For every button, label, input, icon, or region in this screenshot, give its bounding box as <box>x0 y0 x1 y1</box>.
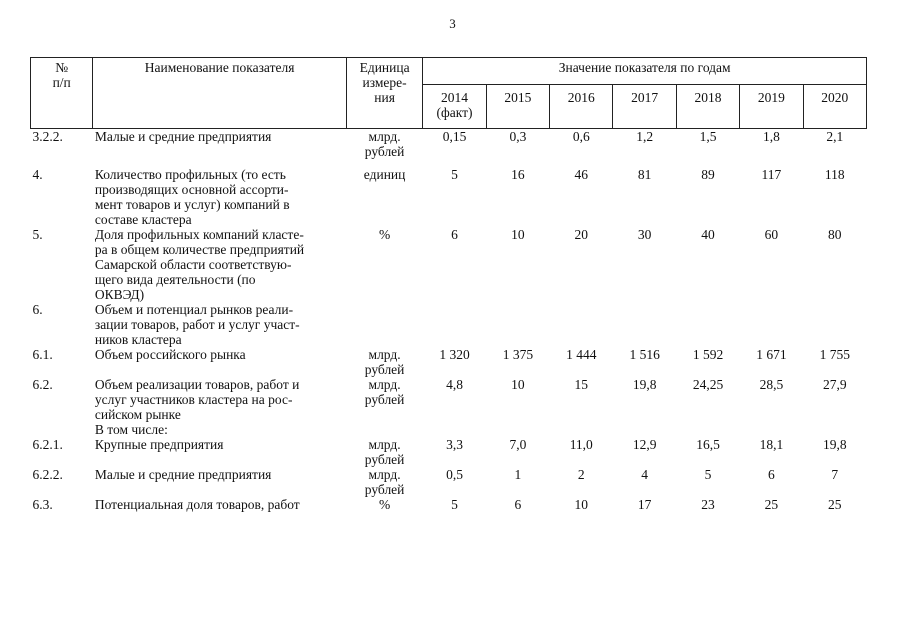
header-year-2016 <box>550 85 613 129</box>
row-name-line: зации товаров, работ и услуг участ- <box>94 317 300 332</box>
row-value-2019: 1,8 <box>762 129 780 144</box>
row-value-2020: 27,9 <box>822 377 847 392</box>
row-name-line: Объем реализации товаров, работ и <box>94 377 300 392</box>
row-value-2016: 10 <box>574 497 588 512</box>
header-year-label: 2014 <box>441 90 468 105</box>
row-unit <box>346 227 422 302</box>
header-year-label: 2016 <box>567 90 595 105</box>
row-value-2014 <box>423 302 486 347</box>
row-value-2014: 3,3 <box>446 437 463 452</box>
table-row <box>31 302 867 347</box>
row-unit <box>346 467 422 497</box>
row-number: 6.2.1. <box>32 437 63 452</box>
row-value-2020: 2,1 <box>826 129 844 144</box>
row-unit <box>346 167 422 227</box>
row-name-line: сийском рынке <box>94 407 181 422</box>
row-value-2019: 18,1 <box>759 437 784 452</box>
table-row <box>31 467 867 497</box>
row-name-line: Потенциальная доля товаров, работ <box>94 497 300 512</box>
row-name <box>93 302 347 347</box>
row-value-2019: 60 <box>764 227 779 242</box>
header-unit <box>346 58 422 129</box>
header-values <box>423 58 867 85</box>
row-value-2015: 10 <box>511 377 525 392</box>
row-name-line: ОКВЭД) <box>94 287 145 302</box>
row-value-2014: 6 <box>451 227 458 242</box>
row-value-2017: 1 516 <box>629 347 660 362</box>
header-unit-line3: ния <box>374 90 395 105</box>
row-value-2015: 0,3 <box>509 129 527 144</box>
header-year-2017 <box>613 85 676 129</box>
row-value-2014: 0,15 <box>442 129 467 144</box>
row-value-2018: 16,5 <box>696 437 720 452</box>
row-spacer-cell <box>31 159 867 167</box>
header-name-label: Наименование показателя <box>144 60 295 75</box>
row-number: 6.3. <box>32 497 53 512</box>
row-name-line: Количество профильных (то есть <box>94 167 286 182</box>
row-value-2016: 46 <box>574 167 588 182</box>
row-name <box>93 227 347 302</box>
row-value-2016 <box>550 302 613 347</box>
row-value-2018: 23 <box>701 497 715 512</box>
header-num-line2: п/п <box>52 75 71 90</box>
row-value-2020: 80 <box>828 227 842 242</box>
row-name <box>93 129 347 160</box>
row-value-2020 <box>803 302 866 347</box>
row-value-2019: 117 <box>761 167 782 182</box>
row-value-2017: 19,8 <box>632 377 657 392</box>
row-name-line: ра в общем количестве предприятий <box>94 242 305 257</box>
header-name <box>93 58 347 129</box>
table-row <box>31 437 867 467</box>
table-row <box>31 497 867 512</box>
header-year-label: 2018 <box>694 90 722 105</box>
header-num-line1: № <box>55 60 69 75</box>
row-value-2017: 4 <box>641 467 648 482</box>
row-number: 3.2.2. <box>32 129 63 144</box>
row-number: 6. <box>32 302 43 317</box>
row-value-2015: 6 <box>514 497 522 512</box>
row-unit-line: млрд. <box>368 437 401 452</box>
table-row <box>31 227 867 302</box>
header-year-2020 <box>803 85 866 129</box>
header-values-label: Значение показателя по годам <box>558 60 731 75</box>
row-number: 6.1. <box>32 347 53 362</box>
row-unit-line: млрд. <box>368 467 401 482</box>
row-unit <box>346 497 422 512</box>
header-year-label: 2019 <box>757 90 785 105</box>
row-value-2015: 7,0 <box>509 437 527 452</box>
row-value-2015 <box>486 302 549 347</box>
row-value-2016: 2 <box>577 467 585 482</box>
row-value-2020: 1 755 <box>819 347 850 362</box>
row-value-2018: 40 <box>701 227 715 242</box>
row-number: 6.2. <box>32 377 53 392</box>
row-value-2019: 25 <box>764 497 779 512</box>
row-value-2016: 0,6 <box>572 129 590 144</box>
row-value-2020: 19,8 <box>822 437 847 452</box>
row-value-2019: 1 671 <box>756 347 787 362</box>
row-unit-line: рублей <box>364 482 405 497</box>
row-value-2017: 30 <box>637 227 652 242</box>
row-value-2014: 5 <box>451 167 458 182</box>
header-num <box>31 58 93 129</box>
header-year-note: (факт) <box>436 105 473 120</box>
row-value-2017: 12,9 <box>632 437 657 452</box>
table-header <box>31 58 867 129</box>
row-name <box>93 437 347 467</box>
row-value-2018: 1,5 <box>699 129 717 144</box>
row-name-line: Объем и потенциал рынков реали- <box>94 302 294 317</box>
row-name-line: Доля профильных компаний класте- <box>94 227 304 242</box>
row-value-2019 <box>740 302 803 347</box>
row-value-2018 <box>676 302 739 347</box>
row-value-2014: 1 320 <box>439 347 470 362</box>
table-body <box>31 129 867 513</box>
row-unit-line: млрд. <box>368 347 401 362</box>
row-value-2016: 15 <box>574 377 588 392</box>
header-year-2019 <box>740 85 803 129</box>
row-value-2016: 11,0 <box>569 437 593 452</box>
row-value-2017 <box>613 302 676 347</box>
row-name-line: составе кластера <box>94 212 192 227</box>
row-number: 5. <box>32 227 43 242</box>
row-value-2015: 1 375 <box>502 347 534 362</box>
row-value-2015: 16 <box>511 167 525 182</box>
row-value-2015: 10 <box>511 227 525 242</box>
row-number: 4. <box>32 167 43 182</box>
row-unit-line: рублей <box>364 362 405 377</box>
row-unit-line: рублей <box>364 452 405 467</box>
row-unit-line: % <box>378 497 391 512</box>
row-value-2020: 7 <box>831 467 839 482</box>
row-value-2014: 4,8 <box>446 377 463 392</box>
row-name-line: Объем российского рынка <box>94 347 246 362</box>
row-name <box>93 167 347 227</box>
header-year-label: 2017 <box>631 90 659 105</box>
header-unit-line1: Единица <box>359 60 410 75</box>
row-value-2018: 24,25 <box>692 377 724 392</box>
row-unit-line: единиц <box>363 167 406 182</box>
row-value-2018: 5 <box>704 467 712 482</box>
row-value-2014: 5 <box>451 497 458 512</box>
indicators-table <box>30 57 867 512</box>
row-unit <box>346 129 422 160</box>
header-year-2015 <box>486 85 549 129</box>
header-year-label: 2020 <box>821 90 849 105</box>
row-value-2019: 6 <box>768 467 775 482</box>
page-number: 3 <box>449 16 456 31</box>
table-row <box>31 129 867 160</box>
row-unit <box>346 377 422 437</box>
row-name <box>93 377 347 437</box>
row-name <box>93 467 347 497</box>
row-name-line: Самарской области соответствую- <box>94 257 292 272</box>
row-value-2018: 89 <box>701 167 715 182</box>
header-year-label: 2015 <box>504 90 532 105</box>
row-value-2019: 28,5 <box>759 377 784 392</box>
row-unit <box>346 302 422 347</box>
row-name-line: Крупные предприятия <box>94 437 224 452</box>
row-value-2017: 17 <box>637 497 652 512</box>
row-value-2017: 81 <box>637 167 652 182</box>
row-unit-line: млрд. <box>368 129 401 144</box>
table-row <box>31 377 867 437</box>
row-name-line: мент товаров и услуг) компаний в <box>94 197 290 212</box>
row-unit-line: рублей <box>364 144 405 159</box>
row-number: 6.2.2. <box>32 467 63 482</box>
header-unit-line2: измере- <box>362 75 407 90</box>
row-spacer <box>31 159 867 167</box>
table-row <box>31 167 867 227</box>
row-value-2018: 1 592 <box>692 347 724 362</box>
row-name-line: щего вида деятельности (по <box>94 272 256 287</box>
row-name <box>93 497 347 512</box>
row-unit-line: % <box>378 227 391 242</box>
row-name <box>93 347 347 377</box>
row-unit-line: рублей <box>364 392 405 407</box>
row-unit <box>346 347 422 377</box>
header-year-2014 <box>423 85 486 129</box>
row-value-2014: 0,5 <box>446 467 463 482</box>
row-name-line: услуг участников кластера на рос- <box>94 392 293 407</box>
row-name-line: производящих основной ассорти- <box>94 182 289 197</box>
row-value-2020: 118 <box>824 167 845 182</box>
row-name-line: В том числе: <box>94 422 168 437</box>
row-name-line: Малые и средние предприятия <box>94 467 272 482</box>
row-value-2016: 20 <box>574 227 588 242</box>
row-unit-line: млрд. <box>368 377 401 392</box>
row-unit <box>346 437 422 467</box>
row-name-line: ников кластера <box>94 332 182 347</box>
row-value-2017: 1,2 <box>636 129 654 144</box>
row-value-2015: 1 <box>514 467 522 482</box>
table-row <box>31 347 867 377</box>
row-value-2016: 1 444 <box>566 347 597 362</box>
row-name-line: Малые и средние предприятия <box>94 129 272 144</box>
header-year-2018 <box>676 85 739 129</box>
row-value-2020: 25 <box>828 497 842 512</box>
